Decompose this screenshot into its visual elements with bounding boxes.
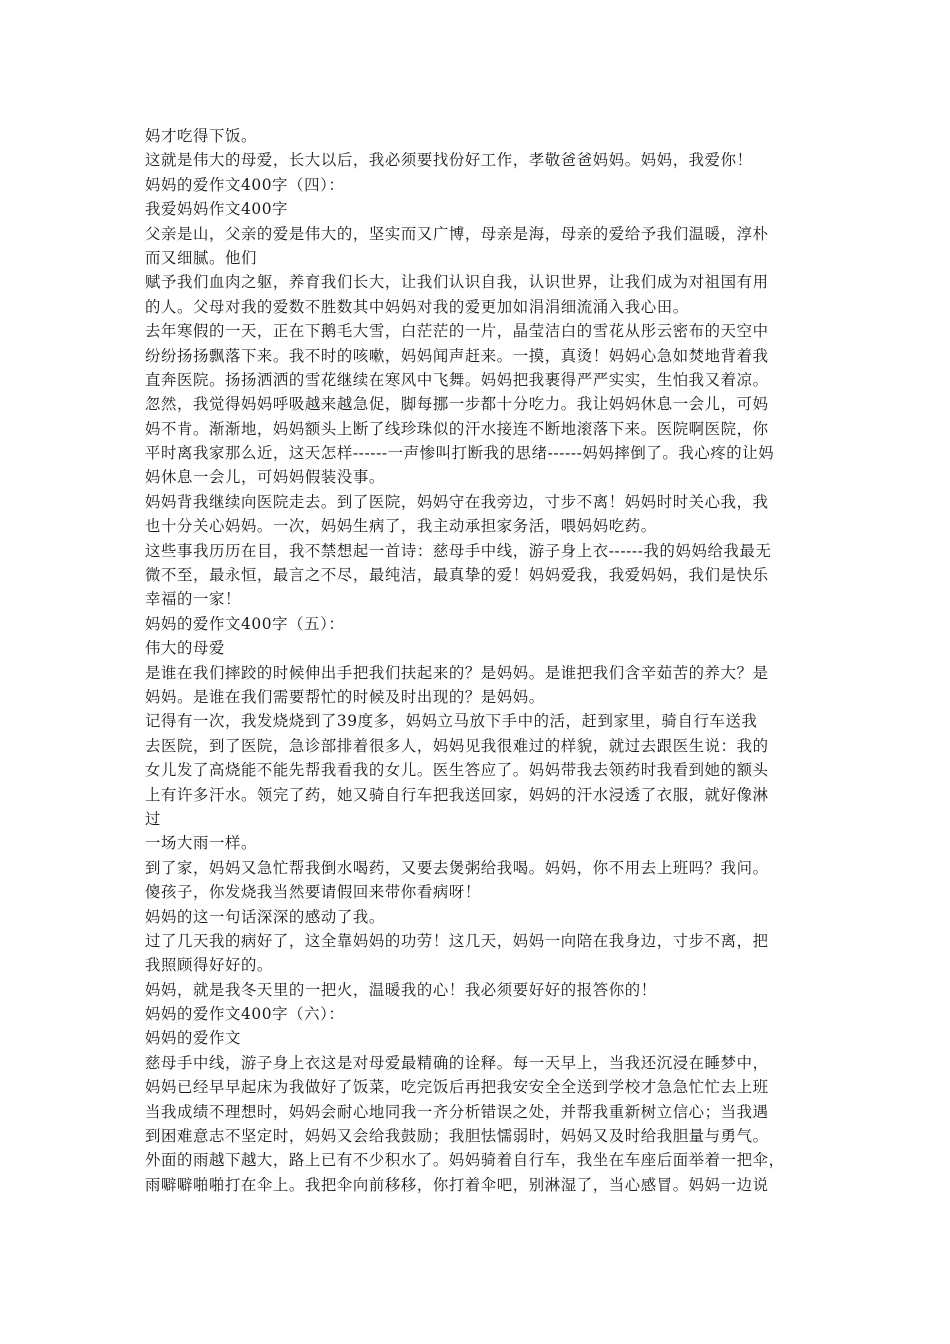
text-line: 这些事我历历在目，我不禁想起一首诗：慈母手中线，游子身上衣------我的妈妈给我最无 <box>145 541 772 560</box>
text-line: 当我成绩不理想时，妈妈会耐心地同我一齐分析错误之处，并帮我重新树立信心；当我遇 <box>145 1102 769 1121</box>
document-body <box>145 124 815 1197</box>
text-line: 妈妈的爱作文400字（五）： <box>145 614 345 633</box>
text-line: 而又细腻。他们 <box>145 248 257 267</box>
text-line: 傻孩子，你发烧我当然要请假回来带你看病呀！ <box>145 883 481 902</box>
text-line: 妈妈，就是我冬天里的一把火，温暖我的心！我必须要好好的报答你的！ <box>145 980 657 999</box>
text-line: 的人。父母对我的爱数不胜数其中妈妈对我的爱更加如涓涓细流涌入我心田。 <box>145 297 689 316</box>
text-line: 忽然，我觉得妈妈呼吸越来越急促，脚每挪一步都十分吃力。我让妈妈休息一会儿，可妈 <box>145 395 769 414</box>
text-line: 微不至，最永恒，最言之不尽，最纯洁，最真挚的爱！妈妈爱我，我爱妈妈，我们是快乐 <box>145 566 769 585</box>
text-line: 一场大雨一样。 <box>145 834 257 853</box>
text-line: 去年寒假的一天，正在下鹅毛大雪，白茫茫的一片，晶莹洁白的雪花从彤云密布的天空中 <box>145 322 769 341</box>
text-line: 妈休息一会儿，可妈妈假装没事。 <box>145 468 385 487</box>
text-line: 妈妈。是谁在我们需要帮忙的时候及时出现的？是妈妈。 <box>145 687 545 706</box>
text-line: 幸福的一家！ <box>145 590 241 609</box>
text-line: 纷纷扬扬飘落下来。我不时的咳嗽，妈妈闻声赶来。一摸，真烫！妈妈心急如焚地背着我 <box>145 346 769 365</box>
text-line: 妈妈背我继续向医院走去。到了医院，妈妈守在我旁边，寸步不离！妈妈时时关心我，我 <box>145 492 769 511</box>
text-line: 过了几天我的病好了，这全靠妈妈的功劳！这几天，妈妈一向陪在我身边，寸步不离，把 <box>145 931 769 950</box>
text-line: 也十分关心妈妈。一次，妈妈生病了，我主动承担家务活，喂妈妈吃药。 <box>145 517 657 536</box>
text-line: 雨噼噼啪啪打在伞上。我把伞向前移移，你打着伞吧，别淋湿了，当心感冒。妈妈一边说 <box>145 1175 769 1194</box>
text-line: 去医院，到了医院，急诊部排着很多人，妈妈见我很难过的样貌，就过去跟医生说：我的 <box>145 736 769 755</box>
text-line: 平时离我家那么近，这天怎样------一声惨叫打断我的思绪------妈妈摔倒了。我心疼的让妈 <box>145 444 775 463</box>
text-line: 父亲是山，父亲的爱是伟大的，坚实而又广博，母亲是海，母亲的爱给予我们温暖，淳朴 <box>145 224 769 243</box>
text-line: 是谁在我们摔跤的时候伸出手把我们扶起来的？是妈妈。是谁把我们含辛茹苦的养大？是 <box>145 663 769 682</box>
text-line: 这就是伟大的母爱，长大以后，我必须要找份好工作，孝敬爸爸妈妈。妈妈，我爱你！ <box>145 151 753 170</box>
text-line: 伟大的母爱 <box>145 639 225 658</box>
text-line: 女儿发了高烧能不能先帮我看我的女儿。医生答应了。妈妈带我去领药时我看到她的额头 <box>145 761 769 780</box>
text-line: 妈妈的爱作文400字（六）： <box>145 1005 345 1024</box>
text-line: 上有许多汗水。领完了药，她又骑自行车把我送回家，妈妈的汗水浸透了衣服，就好像淋 <box>145 785 769 804</box>
text-line: 到困难意志不坚定时，妈妈又会给我鼓励；我胆怯懦弱时，妈妈又及时给我胆量与勇气。 <box>145 1127 769 1146</box>
text-line: 直奔医院。扬扬洒洒的雪花继续在寒风中飞舞。妈妈把我裹得严严实实，生怕我又着凉。 <box>145 370 769 389</box>
text-line: 过 <box>145 809 161 828</box>
text-line: 妈妈的爱作文400字（四）： <box>145 175 345 194</box>
text-line: 妈妈的爱作文 <box>145 1029 241 1048</box>
text-line: 外面的雨越下越大，路上已有不少积水了。妈妈骑着自行车，我坐在车座后面举着一把伞， <box>145 1151 785 1170</box>
text-line: 妈妈的这一句话深深的感动了我。 <box>145 907 385 926</box>
text-line: 妈妈已经早早起床为我做好了饭菜，吃完饭后再把我安安全全送到学校才急急忙忙去上班 <box>145 1078 769 1097</box>
text-line: 赋予我们血肉之躯，养育我们长大，让我们认识自我，认识世界，让我们成为对祖国有用 <box>145 273 769 292</box>
text-line: 我爱妈妈作文400字 <box>145 200 289 219</box>
text-line: 妈不肯。渐渐地，妈妈额头上断了线珍珠似的汗水接连不断地滚落下来。医院啊医院，你 <box>145 419 769 438</box>
text-line: 妈才吃得下饭。 <box>145 127 257 145</box>
text-line: 慈母手中线，游子身上衣这是对母爱最精确的诠释。每一天早上，当我还沉浸在睡梦中， <box>145 1053 769 1072</box>
text-line: 到了家，妈妈又急忙帮我倒水喝药，又要去煲粥给我喝。妈妈，你不用去上班吗？我问。 <box>145 858 769 877</box>
text-line: 我照顾得好好的。 <box>145 956 273 975</box>
text-line: 记得有一次，我发烧烧到了39度多，妈妈立马放下手中的活，赶到家里，骑自行车送我 <box>145 712 758 731</box>
